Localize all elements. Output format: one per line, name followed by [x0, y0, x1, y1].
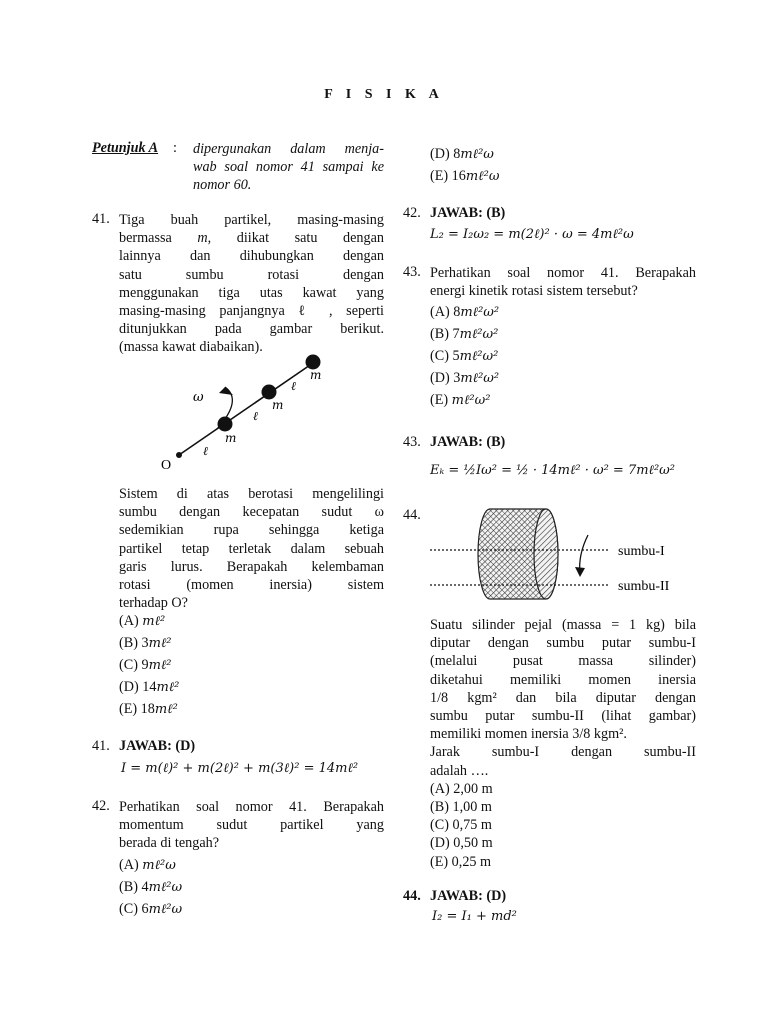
option-label: (E) — [119, 701, 138, 717]
option-expr: mℓ² — [156, 680, 180, 695]
option-expr: mℓ²ω² — [460, 371, 500, 386]
option-expr: mℓ² — [154, 702, 178, 717]
option-label: (A) — [119, 857, 139, 873]
length-label: ℓ — [291, 379, 296, 393]
text-line: Suatu silinder pejal (massa = 1 kg) bila — [430, 617, 696, 633]
text-line: diketahui memiliki momen inersia — [430, 671, 696, 688]
option-expr: mℓ²ω — [460, 147, 494, 162]
option-label: (A) — [430, 780, 450, 797]
petunjuk-line: wab soal nomor 41 sampai ke — [193, 159, 384, 176]
petunjuk-line: nomor 60. — [193, 177, 252, 194]
option-label: (E) — [430, 168, 449, 184]
question-number: 43. — [403, 264, 421, 280]
text-line: momentum sudut partikel yang — [119, 817, 384, 834]
petunjuk-text — [193, 140, 384, 195]
text-line: berada di tengah? — [119, 835, 220, 852]
option-expr: mℓ²ω — [148, 880, 183, 895]
answer-label: JAWAB: (D) — [119, 738, 196, 754]
option[interactable]: (D) 14mℓ² — [119, 679, 180, 695]
option-label: (B) — [119, 879, 138, 895]
answer-label: JAWAB: (B) — [430, 205, 506, 221]
axis-1-label: sumbu-I — [618, 544, 665, 559]
page-title: F I S I K A — [324, 87, 444, 102]
option[interactable]: (B) 4mℓ²ω — [119, 879, 183, 895]
text-line: diputar dengan sumbu putar sumbu-I — [430, 635, 696, 652]
rotation-arrowhead — [575, 567, 585, 577]
option-value: 0,75 m — [452, 817, 492, 834]
text-line: masing-masing panjangnya ℓ , seperti — [119, 303, 384, 320]
option-label: (C) — [430, 348, 449, 364]
option-expr: mℓ² — [148, 636, 172, 651]
question-41-text2 — [119, 485, 384, 612]
origin-label: O — [161, 458, 172, 473]
option-label: (A) — [119, 613, 139, 629]
text-line: terhadap O? — [119, 595, 188, 612]
mass-label: m — [310, 368, 322, 382]
option-expr: mℓ²ω² — [460, 305, 500, 320]
cylinder-figure — [428, 505, 698, 605]
length-label: ℓ — [203, 444, 208, 458]
option-label: (B) — [430, 799, 449, 816]
text-line: Jarak sumbu-I dengan sumbu-II — [430, 744, 696, 761]
text-line: (melalui pusat massa silinder) — [430, 653, 696, 670]
question-text — [119, 798, 384, 853]
options-43 — [430, 304, 630, 414]
mass-label: m — [225, 431, 237, 445]
answer-label: JAWAB: (D) — [430, 888, 507, 904]
option-label: (B) — [119, 635, 138, 651]
option-expr: mℓ²ω² — [459, 349, 499, 364]
option-expr: mℓ²ω — [142, 858, 176, 873]
text-line: partikel tetap terletak dalam sebuah — [119, 540, 384, 557]
option-label: (A) — [430, 304, 450, 320]
option[interactable]: (B) 3mℓ² — [119, 635, 172, 651]
option[interactable]: (A) 8mℓ²ω² — [430, 304, 500, 320]
option-expr: mℓ²ω — [465, 169, 500, 184]
answer-number: 43. — [403, 434, 421, 450]
option-label: (B) — [430, 326, 449, 342]
option-label: (D) — [430, 370, 450, 386]
option-label: (D) — [430, 835, 450, 852]
text-line: menggunakan tiga utas kawat yang — [119, 284, 384, 301]
options-42-left — [119, 857, 319, 923]
answer-number: 41. — [92, 738, 110, 754]
option[interactable] — [430, 834, 696, 852]
option[interactable]: (C) 6mℓ²ω — [119, 901, 183, 917]
option[interactable]: (E) 18mℓ² — [119, 701, 178, 717]
option[interactable] — [430, 853, 696, 871]
question-number: 42. — [92, 798, 110, 814]
petunjuk-colon: : — [173, 140, 177, 156]
text-line: 1/8 kgm² dan bila diputar dengan — [430, 689, 696, 706]
answer-equation: I = m(ℓ)² + m(2ℓ)² + m(3ℓ)² = 14mℓ² — [121, 761, 359, 776]
option-value: 0,25 m — [451, 853, 492, 870]
option[interactable]: (E) 16mℓ²ω — [430, 168, 500, 184]
text-line: Tiga buah partikel, masing-masing — [119, 212, 384, 228]
option-label: (C) — [119, 901, 138, 917]
answer-equation: L₂ = I₂ω₂ = m(2ℓ)² · ω = 4mℓ²ω — [430, 227, 634, 242]
options-41 — [119, 613, 319, 723]
text-line: Perhatikan soal nomor 41. Berapakah — [430, 265, 696, 281]
answer-equation: Eₖ = ½Iω² = ½ · 14mℓ² · ω² = 7mℓ²ω² — [430, 463, 675, 478]
question-44-text — [430, 616, 696, 871]
option[interactable] — [119, 613, 319, 635]
answer-number: 44. — [403, 888, 421, 904]
petunjuk-line: dipergunakan dalam menja- — [193, 141, 384, 157]
option-expr: mℓ²ω² — [459, 327, 499, 342]
text-line: energi kinetik rotasi sistem tersebut? — [430, 283, 638, 300]
text-line: Sistem di atas berotasi mengelilingi — [119, 486, 384, 502]
option[interactable] — [430, 816, 696, 834]
text-line: sumbu putar sumbu-II (lihat gambar) — [430, 708, 696, 725]
option[interactable]: (D) 3mℓ²ω² — [430, 370, 500, 386]
text-line: adalah …. — [430, 762, 489, 779]
option-value: 1,00 m — [452, 799, 492, 816]
text-line: garis lurus. Berapakah kelembaman — [119, 558, 384, 575]
option-label: (D) — [430, 146, 450, 162]
option-expr: mℓ²ω² — [451, 393, 491, 408]
option[interactable] — [430, 780, 696, 798]
text-line: sedemikian rupa sehingga ketiga — [119, 522, 384, 539]
text-line: rotasi (momen inersia) sistem — [119, 577, 384, 594]
option[interactable] — [430, 392, 630, 414]
rotation-arrow — [580, 535, 588, 573]
option-label: (E) — [430, 392, 449, 408]
origin-point — [176, 452, 182, 458]
option[interactable] — [430, 798, 696, 816]
option-label: (C) — [430, 817, 449, 834]
question-text — [119, 211, 384, 357]
omega-label: ω — [193, 390, 204, 405]
answer-equation: I₂ = I₁ + md² — [432, 909, 517, 924]
text-line: lainnya dan dihubungkan dengan — [119, 248, 384, 265]
option[interactable]: (C) 9mℓ² — [119, 657, 172, 673]
option-expr: mℓ²ω — [148, 902, 183, 917]
question-number: 44. — [403, 507, 421, 523]
text-line: satu sumbu rotasi dengan — [119, 266, 384, 283]
mass-symbol: m — [197, 230, 208, 247]
option[interactable]: (B) 7mℓ²ω² — [430, 326, 499, 342]
length-label: ℓ — [253, 409, 258, 423]
mass-label: m — [272, 398, 284, 412]
option[interactable]: (C) 5mℓ²ω² — [430, 348, 499, 364]
answer-label: JAWAB: (B) — [430, 434, 506, 450]
option-expr: mℓ² — [142, 614, 166, 629]
question-text — [430, 264, 696, 300]
option-label: (D) — [119, 679, 139, 695]
option-label: (E) — [430, 853, 449, 870]
axis-2-label: sumbu-II — [618, 579, 670, 594]
option[interactable] — [119, 857, 319, 879]
option-value: 2,00 m — [453, 780, 493, 797]
options-42-right — [430, 146, 630, 190]
text-line: ditunjukkan pada gambar berikut. — [119, 321, 384, 338]
text-line: sumbu dengan kecepatan sudut ω — [119, 504, 384, 521]
question-number: 41. — [92, 211, 110, 227]
option[interactable]: (D) 8mℓ²ω — [430, 146, 494, 162]
rod-particles-figure — [155, 345, 345, 475]
option-expr: mℓ² — [148, 658, 172, 673]
option-label: (C) — [119, 657, 138, 673]
petunjuk-label: Petunjuk A — [92, 140, 159, 156]
text-line: (massa kawat diabaikan). — [119, 339, 263, 356]
text-line: bermassa m, diikat satu dengan — [119, 230, 384, 247]
rotation-arrowhead — [219, 387, 233, 395]
answer-number: 42. — [403, 205, 421, 221]
text-line: memiliki momen inersia 3/8 kgm². — [430, 726, 627, 743]
option-value: 0,50 m — [453, 835, 493, 852]
text-line: Perhatikan soal nomor 41. Berapakah — [119, 799, 384, 815]
wire — [179, 363, 313, 455]
